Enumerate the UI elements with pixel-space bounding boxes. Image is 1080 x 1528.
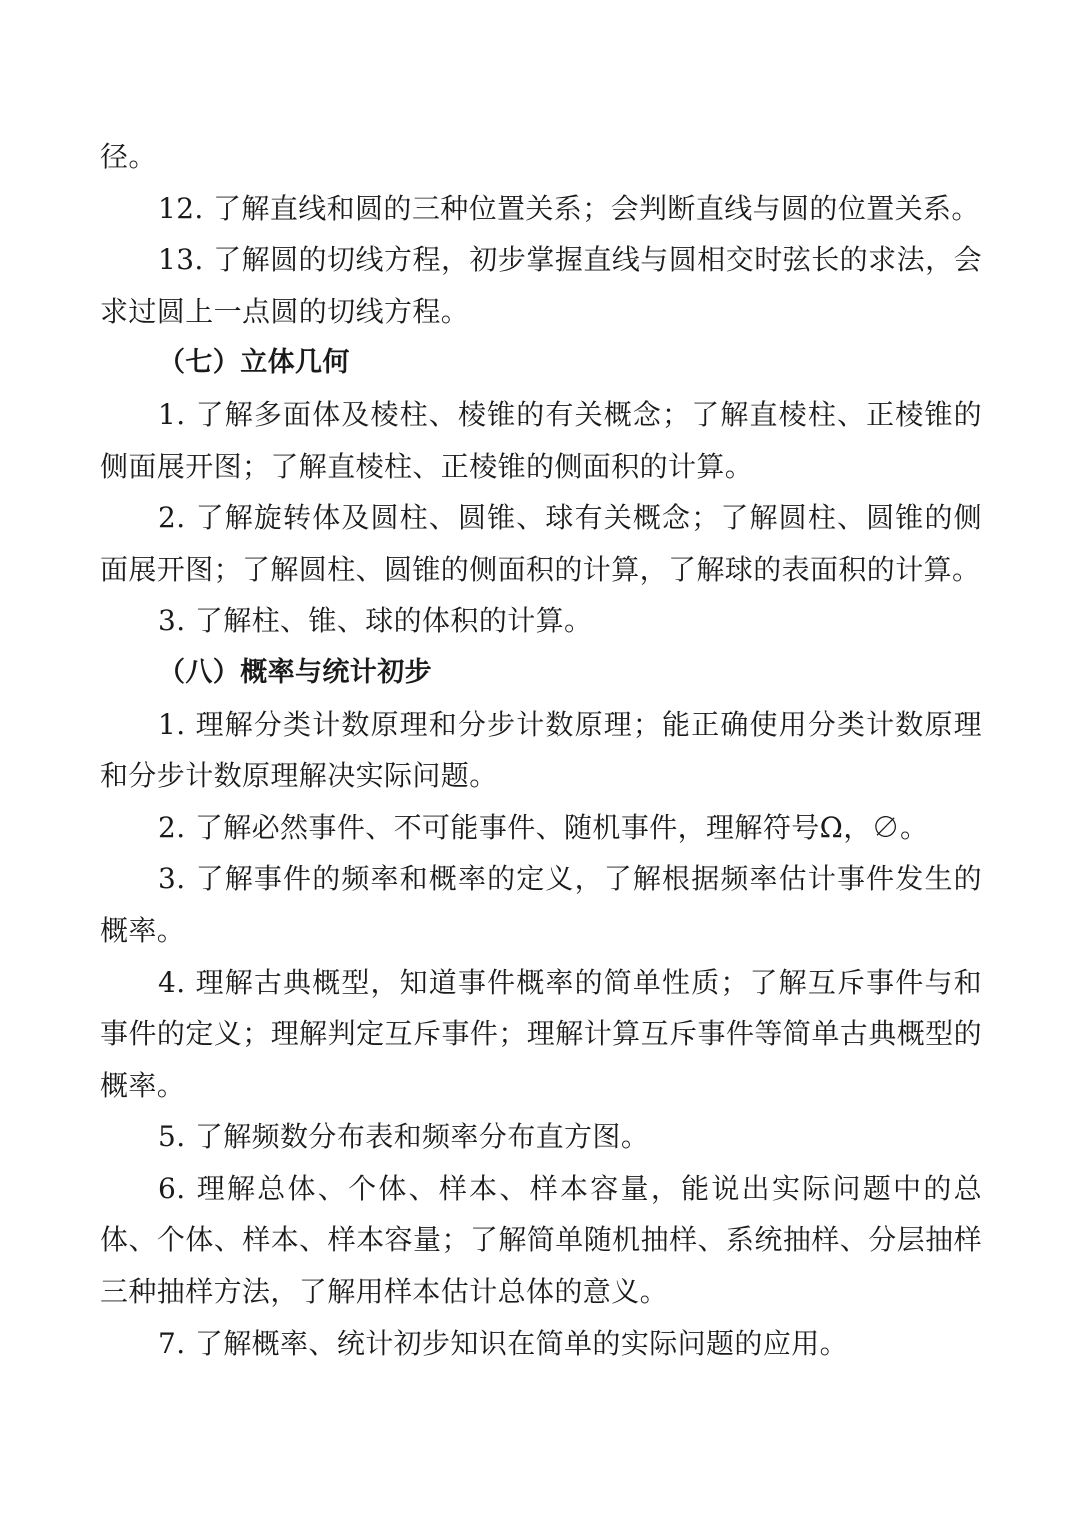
paragraph-prob-item-4: 4. 理解古典概型，知道事件概率的简单性质；了解互斥事件与和事件的定义；理解判定互斥事件；理解计算互斥事件等简单古典概型的概率。 bbox=[100, 965, 982, 1102]
paragraph-item-13: 13. 了解圆的切线方程，初步掌握直线与圆相交时弦长的求法，会求过圆上一点圆的切线方程。 bbox=[100, 243, 982, 328]
paragraph-prob-item-3: 3. 了解事件的频率和概率的定义，了解根据频率估计事件发生的概率。 bbox=[100, 862, 982, 947]
paragraph-solid-item-1: 1. 了解多面体及棱柱、棱锥的有关概念；了解直棱柱、正棱锥的侧面展开图；了解直棱柱、正棱锥的侧面积的计算。 bbox=[100, 397, 982, 483]
paragraph-continuation: 径。 bbox=[100, 140, 157, 173]
paragraph-prob-item-6: 6. 理解总体、个体、样本、样本容量，能说出实际问题中的总体、个体、样本、样本容量；了解简单随机抽样、系统抽样、分层抽样三种抽样方法，了解用样本估计总体的意义。 bbox=[100, 1171, 982, 1309]
paragraph-prob-item-1: 1. 理解分类计数原理和分步计数原理；能正确使用分类计数原理和分步计数原理解决实际问题。 bbox=[100, 707, 982, 793]
paragraph-item-12: 12. 了解直线和圆的三种位置关系；会判断直线与圆的位置关系。 bbox=[158, 191, 980, 225]
paragraph-prob-item-5: 5. 了解频数分布表和频率分布直方图。 bbox=[158, 1120, 650, 1154]
section-heading-solid-geometry: （七）立体几何 bbox=[158, 347, 350, 379]
section-heading-probability-statistics: （八）概率与统计初步 bbox=[158, 656, 432, 688]
paragraph-prob-item-7: 7. 了解概率、统计初步知识在简单的实际问题的应用。 bbox=[158, 1326, 849, 1360]
document-body bbox=[100, 131, 982, 1369]
paragraph-solid-item-3: 3. 了解柱、锥、球的体积的计算。 bbox=[158, 604, 593, 638]
paragraph-solid-item-2: 2. 了解旋转体及圆柱、圆锥、球有关概念；了解圆柱、圆锥的侧面展开图；了解圆柱、圆锥的侧面积的计算，了解球的表面积的计算。 bbox=[100, 501, 982, 586]
paragraph-prob-item-2: 2. 了解必然事件、不可能事件、随机事件，理解符号Ω，∅。 bbox=[158, 810, 929, 844]
